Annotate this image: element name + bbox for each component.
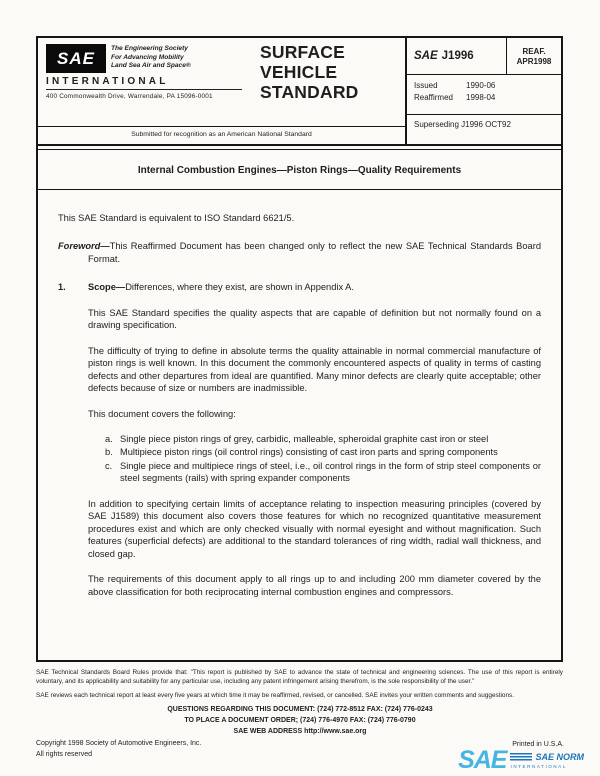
questions-line: QUESTIONS REGARDING THIS DOCUMENT: (724) 772-8512 FAX: (724) 776-0243 (167, 706, 433, 713)
international-label: INTERNATIONAL (46, 76, 242, 90)
list-text-b: Multipiece piston rings (oil control rings) consisting of cast iron parts and spring components (120, 447, 498, 458)
list-marker-a: a. (105, 433, 113, 444)
scope-label: Scope— (88, 282, 126, 293)
reaffirmed-date: 1998-04 (466, 93, 496, 102)
list-item-c (105, 460, 541, 485)
sae-norm-logo (458, 746, 584, 774)
sae-norm-label: SAE NORM (535, 752, 584, 762)
publisher-address: 400 Commonwealth Drive, Warrendale, PA 15096-0001 (46, 93, 213, 100)
copyright-line: Copyright 1998 Society of Automotive Engineers, Inc. (36, 740, 202, 747)
web-address-line: SAE WEB ADDRESS http://www.sae.org (233, 727, 367, 735)
legal-note-1: SAE Technical Standards Board Rules provide that: "This report is published by SAE to advance the state of technical and engineering sciences. The use of this report is entirely voluntary, and its applicability and suitability for any particular use, including any patent infringement arising therefrom, is the sole responsibility of the user." (36, 669, 563, 686)
body-paragraph-4: In addition to specifying certain limits of acceptance relating to inspection measuring principles (covered by SAE J1589) this document also covers those features for which no recognized quantitative measurement procedures exist and which are only checked visually with normal eyesight and without magnification. Such features (superficial defects) are additional to the standard tolerances of ring width, radial wall thickness, and closed gap. (88, 498, 541, 559)
issued-date: 1990-06 (466, 81, 496, 90)
sae-mark: SAE (414, 50, 438, 62)
copyright-block (36, 739, 201, 760)
tagline-line-3: Land Sea Air and Space® (111, 62, 191, 70)
tagline-line-1: The Engineering Society (111, 45, 188, 52)
rights-line: All rights reserved (36, 750, 93, 758)
reaf-date: APR1998 (516, 56, 552, 66)
foreword-label: Foreword— (58, 241, 110, 252)
scope-text: Differences, where they exist, are shown in Appendix A. (125, 282, 354, 293)
publisher-block (38, 38, 250, 126)
contact-block (0, 705, 600, 738)
sae-norm-logo-right (510, 749, 584, 769)
document-frame (36, 36, 563, 662)
doc-number-row (407, 38, 561, 75)
document-type-line-1: SURFACE (260, 42, 346, 62)
body-paragraph-3: This document covers the following: (88, 408, 236, 419)
document-number-block (405, 38, 561, 144)
document-title: Internal Combustion Engines—Piston Rings—Quality Requirements (38, 149, 561, 190)
publisher-tagline (111, 44, 191, 73)
document-number-value: J1996 (441, 50, 474, 62)
ansi-recognition-note: Submitted for recognition as an American National Standard (38, 126, 405, 144)
document-type (250, 38, 405, 126)
document-number (407, 38, 506, 74)
logo-row (46, 44, 246, 73)
superseding-note: Superseding J1996 OCT92 (414, 120, 511, 129)
document-type-line-3: STANDARD (260, 81, 359, 102)
list-item-a (105, 433, 541, 445)
printed-in-usa: Printed in U.S.A. (512, 741, 564, 748)
document-header (38, 38, 561, 146)
issued-label: Issued (414, 81, 438, 90)
list-item-b (105, 446, 541, 458)
norm-stripes-icon (510, 753, 532, 762)
body-paragraph-5: The requirements of this document apply to all rings up to and including 200 mm diameter covered by the above classification for both reciprocating internal combustion engines and compressors. (88, 574, 541, 597)
sae-norm-logo-top (510, 752, 584, 762)
reaffirmed-label: Reaffirmed (414, 93, 453, 102)
revision-history (407, 75, 561, 115)
scope-number: 1. (58, 282, 66, 293)
reaf-label: REAF. (522, 46, 546, 56)
reaffirmed-row (414, 93, 554, 102)
document-type-line-2: VEHICLE (260, 61, 338, 82)
list-text-a: Single piece piston rings of grey, carbidic, malleable, spheroidal graphite cast iron or steel (120, 433, 489, 444)
sae-norm-logo-mark: SAE (458, 746, 507, 774)
body-paragraph-1: This SAE Standard specifies the quality aspects that are capable of definition but not normally found on a drawing specification. (88, 307, 541, 331)
sae-logo-icon: SAE (46, 44, 106, 73)
body-paragraph-2: The difficulty of trying to define in absolute terms the quality attainable in normal commercial manufacture of piston rings is well known. In this document the commonly encountered aspects of quality in terms of casting defects and other departures from ideal are quantified. Many minor defects are clearly quite acceptable; other defects because of size or numbers are inadmissible. (88, 345, 541, 394)
foreword-text: This Reaffirmed Document has been changed only to reflect the new SAE Technical Standards Board Format. (88, 241, 541, 264)
legal-footnotes (36, 668, 563, 704)
header-left-block (38, 38, 405, 144)
header-main-row (38, 38, 405, 126)
foreword-paragraph (58, 240, 541, 265)
issued-row (414, 81, 554, 90)
sae-norm-sublabel: INTERNATIONAL (510, 764, 567, 769)
list-text-c: Single piece and multipiece rings of steel, i.e., oil control rings in the form of strip steel components or steel segments (rails) with spring expander components (120, 460, 541, 484)
list-marker-b: b. (105, 447, 113, 458)
list-marker-c: c. (105, 460, 113, 471)
document-body (38, 190, 561, 598)
tagline-line-2: For Advancing Mobility (111, 53, 184, 61)
legal-note-2: SAE reviews each technical report at least every five years at which time it may be reaffirmed, revised, or cancelled. SAE invites your written comments and suggestions. (36, 691, 514, 699)
reaffirmation-badge (506, 38, 561, 74)
scope-section (58, 281, 541, 293)
equivalence-paragraph: This SAE Standard is equivalent to ISO Standard 6621/5. (58, 213, 295, 223)
order-line: TO PLACE A DOCUMENT ORDER; (724) 776-4970 FAX: (724) 776-0790 (184, 716, 416, 724)
coverage-list (105, 433, 541, 485)
